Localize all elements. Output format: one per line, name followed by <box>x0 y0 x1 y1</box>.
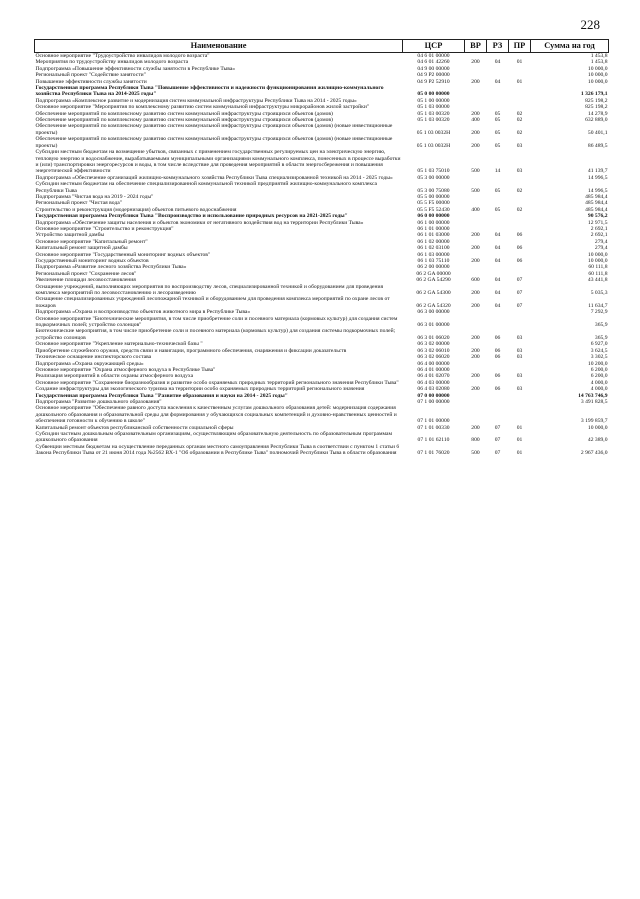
table-row <box>35 328 609 341</box>
cell-pr: 07 <box>516 290 523 297</box>
cell-vr: 200 <box>471 258 480 264</box>
cell-name: Подпрограмма «Обеспечение защиты населения и объектов экономики от негативного воздействия вод на территории Республики Тыва» <box>35 219 364 226</box>
page-number: 228 <box>580 17 600 32</box>
cell-vr: 200 <box>471 302 480 309</box>
cell-csr: 06 2 GA 54320 <box>416 302 451 309</box>
cell-csr: 06 4 03 00000 <box>417 379 450 386</box>
cell-name: Субвенции местным бюджетам на осуществление переданных органам местного самоуправления Республики Тыва в соответствии с пунктом 1 статьи 6 Закона Республики Тыва от 21 июня 2014 года №2562 ВХ-1 "Об образовании в Республике Тыва" полномочий Республики Тыва в области образования <box>35 443 400 457</box>
cell-rz <box>487 316 509 329</box>
cell-sum: 10 000,0 <box>587 72 608 79</box>
cell-name: Основное мероприятие "Биотехнические мероприятия, в том числе приобретение соли и посевного материала (кормовых культур) для создания систем подкормочных полей; устройство солонцов" <box>35 315 398 329</box>
cell-sum: 6 927,0 <box>590 341 608 348</box>
cell-csr: 06 2 GA 54290 <box>416 277 451 284</box>
cell-sum: 14 996,5 <box>587 187 608 194</box>
cell-rz: 05 <box>494 110 501 117</box>
cell-csr: 07 1 01 00000 <box>417 418 450 425</box>
cell-rz: 04 <box>494 78 501 85</box>
cell-csr: 06 4 01 02070 <box>417 373 450 380</box>
table-row <box>35 444 609 457</box>
cell-vr <box>465 85 487 98</box>
cell-csr: 07 1 00 00000 <box>417 398 450 405</box>
cell-sum: 1 453,8 <box>590 53 608 59</box>
budget-table <box>34 39 609 457</box>
cell-csr: 05 3 00 75080 <box>417 187 450 194</box>
cell-name: Биотехнические мероприятия, в том числе приобретение соли и посевного материала (кормовых культур) для создания системы подкормочных полей; устройство солонцов <box>35 328 396 341</box>
cell-sum: 485 984,4 <box>585 193 608 200</box>
cell-csr: 06 1 03 00000 <box>417 251 450 258</box>
cell-rz: 07 <box>494 437 501 444</box>
cell-vr: 800 <box>471 437 480 444</box>
cell-csr: 06 3 02 06020 <box>417 354 450 361</box>
cell-name: Техническое оснащение инспекторского состава <box>35 354 152 361</box>
cell-sum: 7 292,9 <box>590 309 608 316</box>
cell-sum: 14 996,5 <box>587 174 608 181</box>
cell-name: Региональный проект "Сохранение лесов" <box>35 270 137 277</box>
cell-name: Обеспечение мероприятий по комплексному развитию систем коммунальной инфраструктуры строящихся объектов (домов) (новые инвестиционные проекты) <box>35 136 393 149</box>
cell-pr: 03 <box>516 142 523 149</box>
cell-pr: 07 <box>516 277 523 284</box>
cell-sum: 60 111,8 <box>588 270 608 277</box>
header-sum: Сумма на год <box>531 40 609 53</box>
cell-vr: 200 <box>471 232 480 239</box>
cell-name: Основное мероприятие "Капитальный ремонт" <box>35 238 148 245</box>
cell-vr: 200 <box>471 386 480 393</box>
cell-pr: 02 <box>516 110 523 117</box>
cell-sum: 50 401,1 <box>587 129 608 136</box>
cell-name: Подпрограмма "Развитие дошкольного образования" <box>35 398 162 405</box>
cell-rz: 04 <box>494 232 501 239</box>
cell-vr: 600 <box>471 277 480 284</box>
cell-sum: 12 971,5 <box>587 219 608 226</box>
cell-name: Основное мероприятие "Мероприятия по комплексному развитию систем коммунальной инфраструктуры микрорайонов жилой застройки" <box>35 104 370 111</box>
cell-rz: 14 <box>494 168 501 175</box>
cell-sum: 42 389,0 <box>587 437 608 444</box>
cell-pr: 01 <box>516 437 523 444</box>
cell-name: Подпрограмма "Чистая вода на 2019 - 2024 годы" <box>35 193 154 200</box>
cell-name: Подпрограмма «Обеспечение организаций жилищно-коммунального хозяйства Республики Тыва специализированной техникой на 2014 - 2025 годы» <box>35 174 393 181</box>
cell-vr: 200 <box>471 110 480 117</box>
cell-name: Региональный проект "Содействие занятости" <box>35 72 146 79</box>
cell-vr: 200 <box>471 142 480 149</box>
cell-vr: 500 <box>471 450 480 457</box>
cell-name: Приобретение служебного оружия, средств связи и навигации, программного обеспечения, снаряжения и фиксации доказательств <box>35 347 347 354</box>
cell-sum: 10 000,0 <box>587 251 608 258</box>
cell-rz: 06 <box>494 354 501 361</box>
cell-name: Основное мероприятие "Трудоустройство инвалидов молодого возраста" <box>35 53 210 59</box>
table-row <box>35 181 609 194</box>
cell-csr: 06 1 01 03000 <box>417 232 450 239</box>
cell-sum: 3 302,5 <box>590 354 608 361</box>
cell-name: Обеспечение мероприятий по комплексному развитию систем коммунальной инфраструктуры строящихся объектов (домов) <box>35 117 333 124</box>
cell-name: Строительство и реконструкция (модернизация) объектов питьевого водоснабжения <box>35 206 237 213</box>
cell-csr: 06 4 01 00000 <box>417 366 450 373</box>
table-row <box>35 284 609 297</box>
header-rz: РЗ <box>487 40 509 53</box>
table-row <box>35 136 609 149</box>
cell-csr: 07 1 01 00330 <box>417 424 450 431</box>
cell-pr: 01 <box>516 59 523 66</box>
cell-sum: 632 889,0 <box>585 117 608 124</box>
cell-sum: 10 000,0 <box>587 258 608 264</box>
cell-name: Основное мероприятие "Сохранение биоразнообразия и развитие особо охраняемых природных территорий регионального значения Республики Тыва" <box>35 379 399 386</box>
cell-csr: 06 3 01 06020 <box>417 334 450 341</box>
cell-pr <box>509 405 531 424</box>
cell-rz: 06 <box>494 386 501 393</box>
cell-csr: 06 2 GA 00000 <box>416 270 451 277</box>
cell-csr: 06 1 02 00000 <box>417 238 450 245</box>
cell-sum: 4 000,0 <box>590 386 608 393</box>
cell-sum: 2 692,1 <box>590 232 608 239</box>
header-csr: ЦСР <box>403 40 465 53</box>
cell-vr: 400 <box>471 206 480 213</box>
cell-sum: 86 489,5 <box>587 142 608 149</box>
cell-sum: 825 198,2 <box>585 104 608 111</box>
cell-sum: 1 453,8 <box>590 59 608 66</box>
cell-vr: 200 <box>471 290 480 297</box>
cell-vr: 200 <box>471 59 480 66</box>
cell-name: Государственная программа Республики Тыва "Развитие образования и науки на 2014 - 2025 годы" <box>35 392 288 399</box>
cell-pr: 06 <box>516 232 523 239</box>
cell-csr: 04 9 00 00000 <box>417 65 450 72</box>
cell-csr: 06 1 03 75110 <box>417 258 450 264</box>
cell-vr: 200 <box>471 245 480 252</box>
cell-csr: 06 2 GA 54300 <box>416 290 451 297</box>
cell-pr: 01 <box>516 450 523 457</box>
cell-sum: 3 624,5 <box>590 347 608 354</box>
cell-name: Мероприятия по трудоустройству инвалидов молодого возраста <box>35 59 189 66</box>
cell-pr: 07 <box>516 302 523 309</box>
table-row <box>35 149 609 175</box>
cell-rz: 05 <box>494 187 501 194</box>
cell-pr: 02 <box>516 187 523 194</box>
cell-sum: 10 000,0 <box>587 78 608 85</box>
cell-sum: 10 000,0 <box>587 65 608 72</box>
cell-csr: 06 2 00 00000 <box>417 264 450 271</box>
cell-pr: 02 <box>516 206 523 213</box>
cell-csr: 07 0 00 00000 <box>417 392 450 399</box>
cell-name: Повышение эффективности службы занятости <box>35 78 147 85</box>
cell-sum: 5 035,3 <box>590 290 608 297</box>
cell-rz: 06 <box>494 334 501 341</box>
cell-vr: 200 <box>471 373 480 380</box>
cell-rz: 04 <box>494 302 501 309</box>
cell-rz <box>487 405 509 424</box>
header-pr: ПР <box>509 40 531 53</box>
cell-name: Увеличение площади лесовосстановления <box>35 277 136 284</box>
cell-pr: 02 <box>516 117 523 124</box>
cell-sum: 14 278,9 <box>587 110 608 117</box>
cell-csr: 04 6 01 42260 <box>417 59 450 66</box>
cell-sum: 6 200,0 <box>590 373 608 380</box>
cell-vr: 200 <box>471 129 480 136</box>
table-row <box>35 316 609 329</box>
table-row <box>35 431 609 444</box>
cell-rz <box>487 85 509 98</box>
cell-name: Оснащение учреждений, выполняющих мероприятия по воспроизводству лесов, специализированной техникой и оборудованием для проведения комплекса мероприятий по лесовосстановлению и лесоразведению <box>35 283 384 297</box>
cell-pr: 02 <box>516 129 523 136</box>
cell-name: Создание инфраструктуры для экологического туризма на территории особо охраняемых природных территорий регионального значения <box>35 386 365 393</box>
cell-vr <box>465 53 487 60</box>
table-row <box>35 85 609 98</box>
cell-sum: 2 692,1 <box>590 225 608 232</box>
cell-rz: 04 <box>494 59 501 66</box>
cell-sum: 14 763 746,9 <box>578 392 608 399</box>
cell-csr: 04 9 P2 52910 <box>417 78 450 85</box>
cell-name: Государственная программа Республики Тыва "Воспроизводство и использование природных ресурсов на 2021-2025 годы" <box>35 213 348 220</box>
cell-name: Капитальный ремонт защитной дамбы <box>35 245 128 252</box>
table-body <box>35 53 609 457</box>
cell-csr: 05 1 03 00320 <box>417 117 450 124</box>
cell-sum: 3 199 859,7 <box>580 418 608 425</box>
cell-name: Основное мероприятие "Государственный мониторинг водных объектов" <box>35 251 211 258</box>
cell-sum: 279,4 <box>594 238 608 245</box>
cell-name: Капитальный ремонт объектов республиканской собственности социальной сферы <box>35 424 234 431</box>
cell-csr: 05 5 00 00000 <box>417 193 450 200</box>
cell-sum: 4 000,0 <box>590 379 608 386</box>
cell-pr: 01 <box>516 78 523 85</box>
cell-name: Субсидии частным дошкольным образовательным организациям, осуществляющим образовательную деятельность по образовательным программам дошкольного образования <box>35 430 393 444</box>
cell-sum: 279,4 <box>594 245 608 252</box>
cell-sum: 485 984,4 <box>585 200 608 207</box>
cell-vr: 200 <box>471 424 480 431</box>
table-header <box>35 40 609 53</box>
cell-csr: 06 1 00 00000 <box>417 219 450 226</box>
cell-name: Обеспечение мероприятий по комплексному развитию систем коммунальной инфраструктуры строящихся объектов (домов) (новые инвестиционные проекты) <box>35 123 393 136</box>
cell-sum: 60 111,8 <box>588 264 608 271</box>
cell-sum: 41 139,7 <box>587 168 608 175</box>
cell-pr <box>509 85 531 98</box>
cell-name: Подпрограмма «Развитие лесного хозяйства Республики Тыва» <box>35 264 187 271</box>
cell-name: Подпрограмма «Повышение эффективности службы занятости в Республике Тыва» <box>35 65 236 72</box>
cell-csr: 05 1 00 00000 <box>417 97 450 104</box>
cell-vr: 200 <box>471 78 480 85</box>
cell-name: Подпрограмма «Охрана окружающей среды» <box>35 360 144 367</box>
cell-pr: 06 <box>516 245 523 252</box>
cell-csr: 06 4 03 02080 <box>417 386 450 393</box>
cell-vr: 200 <box>471 347 480 354</box>
cell-sum: 365,9 <box>594 322 608 329</box>
cell-sum: 90 576,2 <box>587 213 608 220</box>
cell-sum: 11 634,7 <box>588 302 608 309</box>
cell-sum: 2 967 436,0 <box>580 450 608 457</box>
cell-csr: 05 1 03 00320 <box>417 110 450 117</box>
cell-vr: 200 <box>471 354 480 361</box>
cell-pr: 01 <box>516 424 523 431</box>
cell-vr: 200 <box>471 334 480 341</box>
cell-csr: 06 0 00 00000 <box>417 213 450 220</box>
cell-vr <box>465 405 487 424</box>
cell-pr: 03 <box>516 373 523 380</box>
cell-csr: 06 1 02 03100 <box>417 245 450 252</box>
cell-name: Подпрограмма «Охрана и воспроизводство объектов животного мира в Республике Тыва» <box>35 309 251 316</box>
cell-sum: 10 200,0 <box>587 360 608 367</box>
cell-rz: 05 <box>494 206 501 213</box>
cell-csr: 06 3 01 00000 <box>417 322 450 329</box>
cell-rz: 04 <box>494 277 501 284</box>
cell-rz: 04 <box>494 258 501 264</box>
cell-csr: 05 5 F5 52430 <box>417 206 450 213</box>
cell-csr: 06 3 02 06010 <box>417 347 450 354</box>
cell-rz: 07 <box>494 424 501 431</box>
cell-name: Подпрограмма «Комплексное развитие и модернизация систем коммунальной инфраструктуры Республики Тыва на 2014 - 2025 годы» <box>35 97 357 104</box>
cell-name: Основное мероприятие "Обеспечение равного доступа населения к качественным услугам дошкольного образования детей: модернизация содержания дошкольного образования и образовательной среды для формирования у обучающихся социальных компетенций и духовно-нравственных ценностей и обеспечения готовности к обучению в школе" <box>35 405 397 425</box>
cell-rz: 06 <box>494 347 501 354</box>
cell-name: Основное мероприятие "Охрана атмосферного воздуха в Республике Тыва" <box>35 366 216 373</box>
cell-csr: 05 1 03 0032H <box>416 142 451 149</box>
cell-sum: 365,9 <box>594 334 608 341</box>
header-vr: ВР <box>465 40 487 53</box>
cell-vr: 400 <box>471 117 480 124</box>
cell-csr: 07 1 01 62110 <box>417 437 450 444</box>
cell-csr: 06 3 02 00000 <box>417 341 450 348</box>
cell-csr: 06 4 00 00000 <box>417 360 450 367</box>
cell-pr: 03 <box>516 168 523 175</box>
cell-rz: 05 <box>494 129 501 136</box>
cell-pr <box>509 316 531 329</box>
cell-csr: 06 1 01 00000 <box>417 225 450 232</box>
cell-name: Обеспечение мероприятий по комплексному развитию систем коммунальной инфраструктуры строящихся объектов (домов) <box>35 110 333 117</box>
cell-csr: 07 1 01 76020 <box>417 450 450 457</box>
header-name: Наименование <box>35 40 403 53</box>
cell-name: Субсидии местным бюджетам на обеспечение специализированной коммунальной техникой предприятий жилищно-коммунального комплекса Республики Тыва <box>35 181 377 194</box>
cell-csr: 04 9 P2 00000 <box>417 72 450 79</box>
cell-sum: 1 326 179,1 <box>580 91 608 98</box>
table-row <box>35 405 609 424</box>
cell-csr: 04 6 01 00000 <box>417 53 450 59</box>
cell-name: Субсидии местным бюджетам на возмещение убытков, связанных с применением государственных регулируемых цен на электрическую энергию, тепловую энергию и водоснабжение, вырабатываемыми муниципальными организациями коммунального комплекса, понесенных в процессе выработки и (или) транспортировки энергоресурсов и воды, в том числе вследствие для проведения мероприятий в области энергосбережения и повышения энергетической эффективности <box>35 149 401 175</box>
cell-pr: 03 <box>516 386 523 393</box>
cell-sum: 10 000,0 <box>587 424 608 431</box>
cell-csr: 06 3 00 00000 <box>417 309 450 316</box>
cell-csr: 05 3 00 00000 <box>417 174 450 181</box>
cell-vr: 500 <box>471 168 480 175</box>
cell-csr: 05 5 F5 00000 <box>417 200 450 207</box>
cell-csr: 05 1 03 0032H <box>416 129 451 136</box>
cell-pr: 03 <box>516 334 523 341</box>
cell-sum: 485 984,4 <box>585 206 608 213</box>
cell-rz: 04 <box>494 245 501 252</box>
cell-pr: 03 <box>516 347 523 354</box>
cell-csr: 05 1 03 00000 <box>417 104 450 111</box>
cell-csr: 05 0 00 00000 <box>417 91 450 98</box>
cell-name: Региональный проект "Чистая вода" <box>35 200 122 207</box>
cell-rz: 05 <box>494 142 501 149</box>
cell-pr: 06 <box>516 258 523 264</box>
cell-sum: 825 198,2 <box>585 97 608 104</box>
cell-vr: 500 <box>471 187 480 194</box>
cell-rz <box>487 53 509 60</box>
cell-name: Основное мероприятие "Строительство и реконструкция" <box>35 225 174 232</box>
cell-rz: 05 <box>494 117 501 124</box>
cell-sum: 43 441,8 <box>587 277 608 284</box>
cell-sum: 6 200,0 <box>590 366 608 373</box>
cell-sum: 3 491 828,5 <box>580 398 608 405</box>
cell-pr: 03 <box>516 354 523 361</box>
cell-rz: 06 <box>494 373 501 380</box>
table-row <box>35 296 609 309</box>
cell-name: Государственная программа Республики Тыва "Повышение эффективности и надежности функционирования жилищно-коммунального хозяйства Республики Тыва на 2014-2025 годы" <box>35 85 384 98</box>
cell-rz: 07 <box>494 450 501 457</box>
cell-name: Реализация мероприятий в области охраны атмосферного воздуха <box>35 373 194 380</box>
cell-vr <box>465 316 487 329</box>
table-row <box>35 123 609 136</box>
cell-pr <box>509 53 531 60</box>
cell-name: Устройство защитной дамбы <box>35 232 105 239</box>
cell-csr: 05 1 03 75010 <box>417 168 450 175</box>
cell-rz: 04 <box>494 290 501 297</box>
cell-name: Оснащение специализированных учреждений лесопожарной техникой и оборудованием для проведения комплекса мероприятий по охране лесов от пожаров <box>35 296 390 309</box>
cell-name: Основное мероприятие "Укрепление материально-технической базы " <box>35 341 203 348</box>
cell-name: Государственный мониторинг водных объектов <box>35 258 149 264</box>
